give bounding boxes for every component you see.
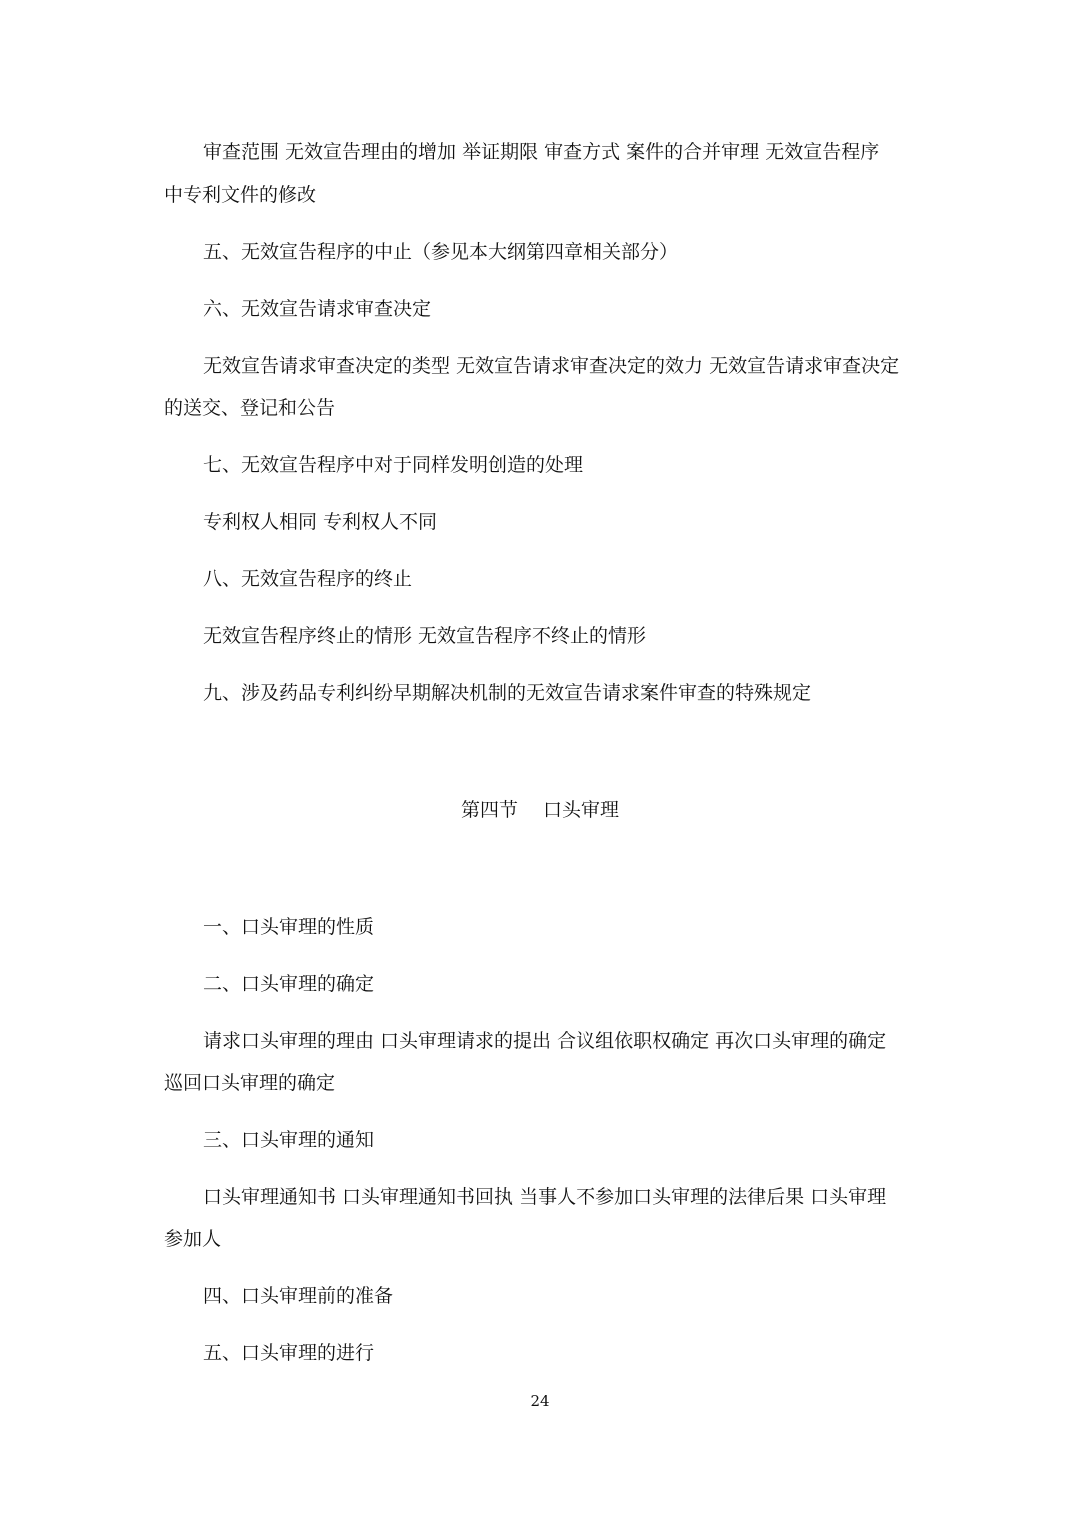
paragraph-line: 专利权人相同 专利权人不同 [203, 511, 438, 533]
paragraph-line: 审查范围 无效宣告理由的增加 举证期限 审查方式 案件的合并审理 无效宣告程序 [203, 141, 880, 163]
heading-line: 五、口头审理的进行 [203, 1342, 375, 1364]
paragraph-line: 请求口头审理的理由 口头审理请求的提出 合议组依职权确定 再次口头审理的确定 [203, 1030, 887, 1052]
heading-line: 四、口头审理前的准备 [203, 1285, 394, 1307]
paragraph-line: 巡回口头审理的确定 [164, 1072, 336, 1094]
paragraph-line: 中专利文件的修改 [164, 184, 317, 206]
paragraph-line: 的送交、登记和公告 [164, 397, 336, 419]
heading-line: 六、无效宣告请求审查决定 [203, 298, 432, 320]
paragraph-line: 无效宣告程序终止的情形 无效宣告程序不终止的情形 [203, 625, 647, 647]
heading-line: 二、口头审理的确定 [203, 973, 375, 995]
paragraph-line: 无效宣告请求审查决定的类型 无效宣告请求审查决定的效力 无效宣告请求审查决定 [203, 355, 900, 377]
heading-line: 一、口头审理的性质 [203, 916, 375, 938]
paragraph-line: 参加人 [164, 1228, 222, 1250]
heading-line: 九、涉及药品专利纠纷早期解决机制的无效宣告请求案件审查的特殊规定 [203, 682, 812, 704]
heading-line: 八、无效宣告程序的终止 [203, 568, 413, 590]
heading-line: 三、口头审理的通知 [203, 1129, 375, 1151]
section-title: 第四节 口头审理 [460, 799, 620, 821]
heading-line: 七、无效宣告程序中对于同样发明创造的处理 [203, 454, 584, 476]
page-number: 24 [530, 1392, 550, 1410]
paragraph-line: 口头审理通知书 口头审理通知书回执 当事人不参加口头审理的法律后果 口头审理 [203, 1186, 887, 1208]
heading-line: 五、无效宣告程序的中止（参见本大纲第四章相关部分） [203, 241, 679, 263]
